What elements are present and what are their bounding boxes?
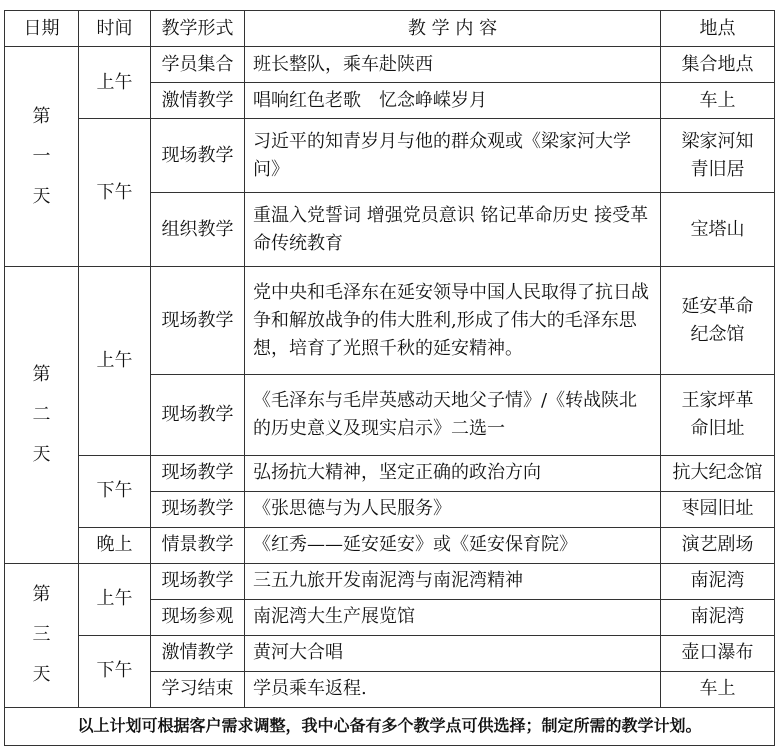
content-cell: 弘扬抗大精神，坚定正确的政治方向	[245, 455, 661, 491]
period-cell: 上午	[79, 563, 151, 635]
form-cell: 现场教学	[151, 563, 245, 599]
content-cell: 南泥湾大生产展览馆	[245, 599, 661, 635]
day-1-char: 天	[32, 185, 51, 207]
content-cell: 黄河大合唱	[245, 635, 661, 671]
content-cell: 重温入党誓词 增强党员意识 铭记革命历史 接受革命传统教育	[245, 193, 661, 267]
place-cell: 宝塔山	[661, 193, 775, 267]
place-cell: 演艺剧场	[661, 527, 775, 563]
form-cell: 学习结束	[151, 671, 245, 707]
place-cell: 车上	[661, 671, 775, 707]
place-cell: 梁家河知青旧居	[661, 119, 775, 193]
form-cell: 激情教学	[151, 635, 245, 671]
place-cell: 南泥湾	[661, 599, 775, 635]
table-row	[5, 527, 775, 563]
period-cell: 晚上	[79, 527, 151, 563]
day-1-cell	[5, 47, 79, 267]
place-cell: 王家坪革命旧址	[661, 375, 775, 455]
schedule-table	[4, 10, 775, 746]
content-cell: 三五九旅开发南泥湾与南泥湾精神	[245, 563, 661, 599]
day-3-char: 三	[32, 624, 51, 646]
period-cell: 下午	[79, 119, 151, 267]
content-cell: 习近平的知青岁月与他的群众观或《梁家河大学问》	[245, 119, 661, 193]
place-cell: 枣园旧址	[661, 491, 775, 527]
day-1-char: 一	[32, 145, 51, 167]
form-cell: 现场教学	[151, 491, 245, 527]
form-cell: 现场教学	[151, 375, 245, 455]
period-cell: 上午	[79, 267, 151, 455]
table-row	[5, 119, 775, 193]
place-cell: 壶口瀑布	[661, 635, 775, 671]
form-cell: 现场教学	[151, 267, 245, 375]
period-cell: 上午	[79, 47, 151, 119]
content-cell: 《毛泽东与毛岸英感动天地父子情》/《转战陕北的历史意义及现实启示》二选一	[245, 375, 661, 455]
form-cell: 学员集合	[151, 47, 245, 83]
table-row	[5, 563, 775, 599]
day-1-char: 第	[32, 105, 51, 127]
day-3-cell	[5, 563, 79, 707]
header-time: 时间	[79, 11, 151, 47]
content-cell: 学员乘车返程.	[245, 671, 661, 707]
header-date: 日期	[5, 11, 79, 47]
table-row	[5, 635, 775, 671]
place-cell: 车上	[661, 83, 775, 119]
content-cell: 党中央和毛泽东在延安领导中国人民取得了抗日战争和解放战争的伟大胜利,形成了伟大的毛泽东思想，培育了光照千秋的延安精神。	[245, 267, 661, 375]
form-cell: 现场教学	[151, 119, 245, 193]
form-cell: 现场教学	[151, 455, 245, 491]
day-2-char: 天	[32, 444, 51, 466]
header-row	[5, 11, 775, 47]
footer-row	[5, 707, 775, 745]
table-row	[5, 47, 775, 83]
day-2-cell	[5, 267, 79, 563]
form-cell: 现场参观	[151, 599, 245, 635]
place-cell: 延安革命纪念馆	[661, 267, 775, 375]
table-row	[5, 267, 775, 375]
form-cell: 情景教学	[151, 527, 245, 563]
content-cell: 《红秀——延安延安》或《延安保育院》	[245, 527, 661, 563]
day-2-char: 二	[32, 404, 51, 426]
content-cell: 班长整队，乘车赴陕西	[245, 47, 661, 83]
period-cell: 下午	[79, 455, 151, 527]
table-row	[5, 455, 775, 491]
content-cell: 《张思德与为人民服务》	[245, 491, 661, 527]
day-3-char: 天	[32, 664, 51, 686]
place-cell: 抗大纪念馆	[661, 455, 775, 491]
day-3-char: 第	[32, 584, 51, 606]
header-form: 教学形式	[151, 11, 245, 47]
form-cell: 激情教学	[151, 83, 245, 119]
period-cell: 下午	[79, 635, 151, 707]
header-place: 地点	[661, 11, 775, 47]
day-2-char: 第	[32, 364, 51, 386]
footer-note: 以上计划可根据客户需求调整，我中心备有多个教学点可供选择；制定所需的教学计划。	[5, 707, 775, 745]
header-content: 教 学 内 容	[245, 11, 661, 47]
place-cell: 集合地点	[661, 47, 775, 83]
place-cell: 南泥湾	[661, 563, 775, 599]
form-cell: 组织教学	[151, 193, 245, 267]
content-cell: 唱响红色老歌 忆念峥嵘岁月	[245, 83, 661, 119]
